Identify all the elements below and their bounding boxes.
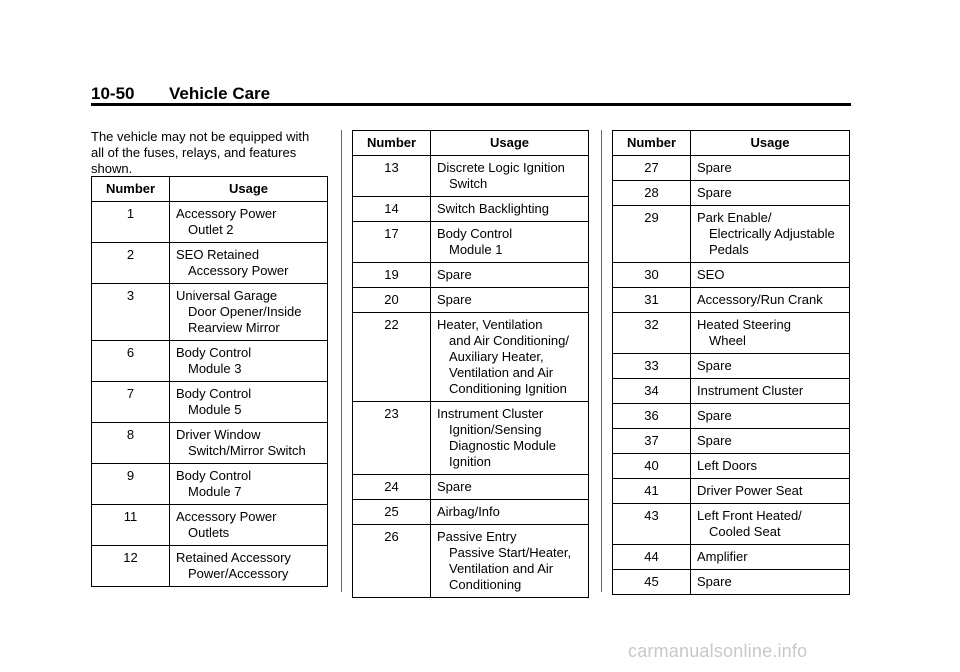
fuse-number: 44 bbox=[613, 545, 691, 570]
fuse-usage-line: Instrument Cluster bbox=[697, 383, 804, 398]
fuse-number: 29 bbox=[613, 206, 691, 263]
fuse-usage-line: Door Opener/Inside bbox=[188, 304, 302, 319]
fuse-number: 24 bbox=[353, 475, 431, 500]
column-header-usage: Usage bbox=[691, 131, 850, 156]
fuse-usage-line: SEO Retained bbox=[176, 247, 260, 262]
fuse-number: 23 bbox=[353, 402, 431, 475]
fuse-number: 30 bbox=[613, 263, 691, 288]
fuse-usage-line: Accessory/Run Crank bbox=[697, 292, 823, 307]
column-header-usage: Usage bbox=[170, 177, 328, 202]
fuse-usage-line: and Air Conditioning/ bbox=[449, 333, 569, 348]
fuse-usage-line: Spare bbox=[437, 479, 472, 494]
fuse-usage bbox=[691, 404, 850, 429]
fuse-usage-line: Accessory Power bbox=[188, 263, 289, 278]
fuse-number: 2 bbox=[92, 243, 170, 284]
table-row bbox=[613, 206, 850, 263]
table-row bbox=[92, 464, 328, 505]
fuse-usage bbox=[691, 156, 850, 181]
fuse-usage bbox=[691, 288, 850, 313]
fuse-usage bbox=[170, 423, 328, 464]
fuse-usage-line: Pedals bbox=[709, 242, 749, 257]
fuse-number: 31 bbox=[613, 288, 691, 313]
fuse-usage-line: Body Control bbox=[176, 345, 252, 360]
fuse-usage-line: Heated Steering bbox=[697, 317, 791, 332]
fuse-usage bbox=[691, 479, 850, 504]
fuse-usage bbox=[691, 206, 850, 263]
fuse-usage bbox=[691, 429, 850, 454]
fuse-number: 20 bbox=[353, 288, 431, 313]
fuse-usage bbox=[691, 545, 850, 570]
fuse-number: 8 bbox=[92, 423, 170, 464]
fuse-usage bbox=[691, 181, 850, 206]
table-row bbox=[353, 402, 589, 475]
fuse-number: 9 bbox=[92, 464, 170, 505]
fuse-usage-line: Spare bbox=[697, 433, 732, 448]
fuse-usage-line: Ignition bbox=[449, 454, 491, 469]
fuse-number: 17 bbox=[353, 222, 431, 263]
fuse-usage-line: Accessory Power bbox=[176, 206, 277, 221]
table-row bbox=[92, 202, 328, 243]
table-row bbox=[92, 243, 328, 284]
fuse-usage bbox=[691, 504, 850, 545]
fuse-usage-line: Switch bbox=[449, 176, 488, 191]
fuse-usage-line: Spare bbox=[697, 574, 732, 589]
table-row bbox=[613, 479, 850, 504]
fuse-usage bbox=[691, 379, 850, 404]
fuse-usage-line: Module 5 bbox=[188, 402, 242, 417]
fuse-usage-line: Ventilation and Air bbox=[449, 365, 554, 380]
fuse-usage-line: Passive Start/Heater, bbox=[449, 545, 572, 560]
fuse-usage bbox=[170, 202, 328, 243]
fuse-usage bbox=[431, 222, 589, 263]
fuse-usage bbox=[691, 313, 850, 354]
fuse-usage-line: Instrument Cluster bbox=[437, 406, 544, 421]
fuse-usage-line: Cooled Seat bbox=[709, 524, 781, 539]
column-header-number: Number bbox=[613, 131, 691, 156]
page-number: 10-50 bbox=[91, 84, 135, 103]
table-row bbox=[613, 263, 850, 288]
table-row bbox=[92, 423, 328, 464]
fuse-usage bbox=[431, 525, 589, 598]
fuse-usage-line: Module 3 bbox=[188, 361, 242, 376]
fuse-table-2 bbox=[352, 130, 589, 598]
table-row bbox=[613, 181, 850, 206]
fuse-usage-line: Left Front Heated/ bbox=[697, 508, 802, 523]
fuse-number: 13 bbox=[353, 156, 431, 197]
fuse-usage-line: Ventilation and Air bbox=[449, 561, 554, 576]
fuse-usage-line: SEO bbox=[697, 267, 725, 282]
fuse-usage-line: Body Control bbox=[176, 468, 252, 483]
table-row bbox=[613, 313, 850, 354]
fuse-usage-line: Spare bbox=[697, 160, 732, 175]
page-title: Vehicle Care bbox=[169, 84, 271, 103]
fuse-number: 6 bbox=[92, 341, 170, 382]
fuse-number: 27 bbox=[613, 156, 691, 181]
fuse-number: 28 bbox=[613, 181, 691, 206]
fuse-usage bbox=[170, 243, 328, 284]
table-row bbox=[613, 379, 850, 404]
fuse-number: 37 bbox=[613, 429, 691, 454]
fuse-number: 1 bbox=[92, 202, 170, 243]
fuse-usage-line: Accessory Power bbox=[176, 509, 277, 524]
table-row bbox=[613, 156, 850, 181]
fuse-usage-line: Amplifier bbox=[697, 549, 748, 564]
fuse-usage-line: Airbag/Info bbox=[437, 504, 500, 519]
fuse-usage bbox=[431, 500, 589, 525]
table-row bbox=[353, 288, 589, 313]
fuse-usage-line: Driver Window bbox=[176, 427, 261, 442]
fuse-usage-line: Park Enable/ bbox=[697, 210, 772, 225]
table-row bbox=[353, 197, 589, 222]
fuse-usage bbox=[431, 288, 589, 313]
fuse-number: 36 bbox=[613, 404, 691, 429]
fuse-usage-line: Spare bbox=[437, 267, 472, 282]
fuse-number: 34 bbox=[613, 379, 691, 404]
fuse-usage bbox=[431, 263, 589, 288]
fuse-number: 11 bbox=[92, 505, 170, 546]
fuse-usage bbox=[170, 546, 328, 587]
fuse-number: 26 bbox=[353, 525, 431, 598]
intro-paragraph: The vehicle may not be equipped with all of the fuses, relays, and features shown. bbox=[91, 129, 310, 176]
fuse-usage bbox=[170, 382, 328, 423]
table-row bbox=[92, 382, 328, 423]
fuse-usage-line: Heater, Ventilation bbox=[437, 317, 543, 332]
fuse-number: 12 bbox=[92, 546, 170, 587]
table-row bbox=[353, 475, 589, 500]
fuse-usage-line: Conditioning bbox=[449, 577, 522, 592]
table-row bbox=[353, 156, 589, 197]
fuse-usage-line: Discrete Logic Ignition bbox=[437, 160, 565, 175]
fuse-usage bbox=[431, 475, 589, 500]
fuse-usage-line: Spare bbox=[697, 408, 732, 423]
fuse-usage-line: Driver Power Seat bbox=[697, 483, 803, 498]
table-row bbox=[613, 429, 850, 454]
fuse-usage-line: Body Control bbox=[437, 226, 513, 241]
watermark: carmanualsonline.info bbox=[628, 641, 808, 661]
table-row bbox=[353, 500, 589, 525]
fuse-number: 19 bbox=[353, 263, 431, 288]
column-header-usage: Usage bbox=[431, 131, 589, 156]
fuse-usage-line: Spare bbox=[697, 185, 732, 200]
table-row bbox=[92, 284, 328, 341]
column-header-number: Number bbox=[353, 131, 431, 156]
table-row bbox=[613, 354, 850, 379]
fuse-usage-line: Body Control bbox=[176, 386, 252, 401]
table-row bbox=[613, 570, 850, 595]
fuse-usage-line: Switch Backlighting bbox=[437, 201, 549, 216]
table-row bbox=[353, 313, 589, 402]
fuse-usage-line: Universal Garage bbox=[176, 288, 278, 303]
table-row bbox=[613, 504, 850, 545]
fuse-usage-line: Outlets bbox=[188, 525, 230, 540]
fuse-usage bbox=[170, 284, 328, 341]
fuse-usage-line: Retained Accessory bbox=[176, 550, 291, 565]
fuse-usage bbox=[431, 402, 589, 475]
fuse-usage-line: Module 7 bbox=[188, 484, 242, 499]
fuse-usage-line: Wheel bbox=[709, 333, 746, 348]
fuse-number: 40 bbox=[613, 454, 691, 479]
fuse-number: 14 bbox=[353, 197, 431, 222]
fuse-usage-line: Conditioning Ignition bbox=[449, 381, 567, 396]
table-row bbox=[353, 525, 589, 598]
fuse-number: 43 bbox=[613, 504, 691, 545]
fuse-usage-line: Left Doors bbox=[697, 458, 757, 473]
fuse-table-1 bbox=[91, 176, 328, 587]
fuse-number: 3 bbox=[92, 284, 170, 341]
fuse-number: 33 bbox=[613, 354, 691, 379]
fuse-number: 41 bbox=[613, 479, 691, 504]
table-row bbox=[92, 505, 328, 546]
fuse-number: 7 bbox=[92, 382, 170, 423]
fuse-usage bbox=[431, 313, 589, 402]
fuse-usage-line: Spare bbox=[697, 358, 732, 373]
fuse-usage bbox=[691, 570, 850, 595]
table-row bbox=[353, 222, 589, 263]
fuse-usage-line: Passive Entry bbox=[437, 529, 517, 544]
column-header-number: Number bbox=[92, 177, 170, 202]
fuse-usage-line: Spare bbox=[437, 292, 472, 307]
fuse-usage-line: Power/Accessory bbox=[188, 566, 289, 581]
fuse-usage-line: Electrically Adjustable bbox=[709, 226, 835, 241]
fuse-usage bbox=[431, 197, 589, 222]
column-divider-1 bbox=[341, 130, 342, 592]
table-row bbox=[613, 404, 850, 429]
fuse-usage bbox=[691, 454, 850, 479]
fuse-usage bbox=[431, 156, 589, 197]
header-rule bbox=[91, 103, 851, 106]
fuse-number: 45 bbox=[613, 570, 691, 595]
fuse-usage-line: Outlet 2 bbox=[188, 222, 234, 237]
fuse-usage bbox=[170, 505, 328, 546]
fuse-usage-line: Auxiliary Heater, bbox=[449, 349, 544, 364]
fuse-table-3 bbox=[612, 130, 850, 595]
table-row bbox=[613, 288, 850, 313]
fuse-number: 22 bbox=[353, 313, 431, 402]
fuse-usage bbox=[691, 354, 850, 379]
fuse-usage-line: Switch/Mirror Switch bbox=[188, 443, 306, 458]
table-row bbox=[353, 263, 589, 288]
table-row bbox=[92, 341, 328, 382]
fuse-usage-line: Ignition/Sensing bbox=[449, 422, 542, 437]
fuse-usage-line: Module 1 bbox=[449, 242, 503, 257]
fuse-number: 32 bbox=[613, 313, 691, 354]
table-row bbox=[613, 454, 850, 479]
fuse-number: 25 bbox=[353, 500, 431, 525]
fuse-usage bbox=[170, 464, 328, 505]
table-row bbox=[92, 546, 328, 587]
fuse-usage-line: Rearview Mirror bbox=[188, 320, 280, 335]
fuse-usage bbox=[691, 263, 850, 288]
fuse-usage bbox=[170, 341, 328, 382]
table-row bbox=[613, 545, 850, 570]
column-divider-2 bbox=[601, 130, 602, 592]
fuse-usage-line: Diagnostic Module bbox=[449, 438, 556, 453]
